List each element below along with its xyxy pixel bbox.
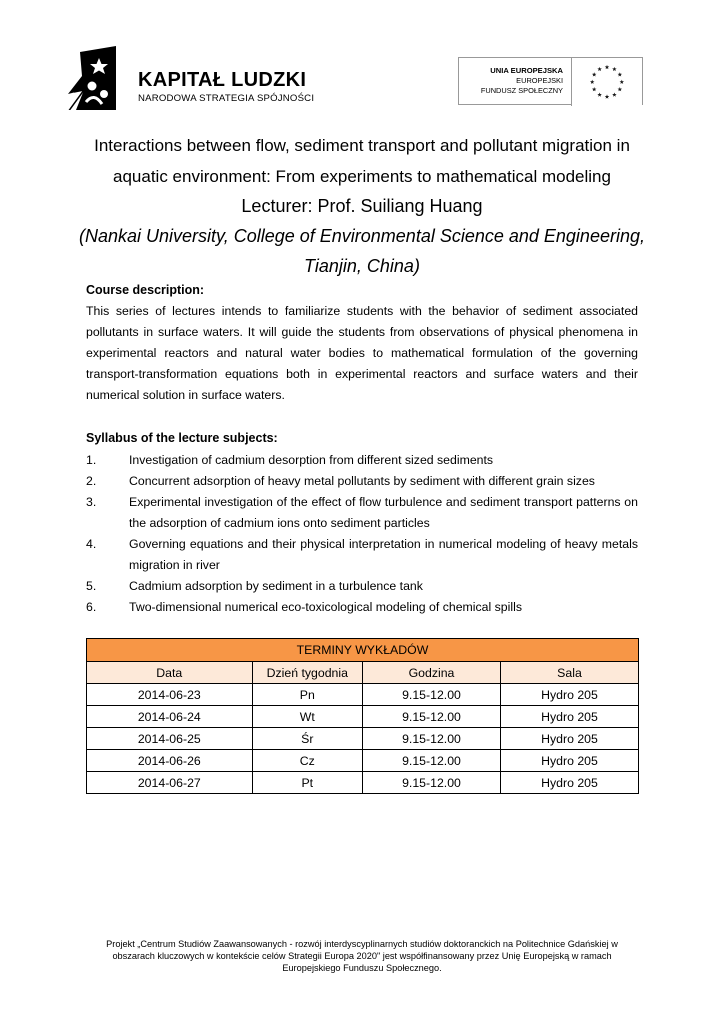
page-footer [70, 938, 654, 974]
cell-room: Hydro 205 [500, 750, 638, 772]
syllabus-item-number: 6. [86, 600, 97, 614]
cell-date: 2014-06-25 [87, 728, 253, 750]
schedule-header-row [87, 662, 639, 684]
cell-weekday: Śr [252, 728, 362, 750]
affiliation-line1: (Nankai University, College of Environmental Science and Engineering, [79, 226, 645, 246]
cell-date: 2014-06-23 [87, 684, 253, 706]
syllabus-item-number: 4. [86, 537, 97, 551]
syllabus-item-number: 1. [86, 453, 97, 467]
table-row [87, 728, 639, 750]
cell-time: 9.15-12.00 [362, 706, 500, 728]
course-description [86, 301, 638, 406]
page-header [0, 40, 724, 120]
affiliation-line2: Tianjin, China) [304, 256, 420, 276]
lecturer: Lecturer: Prof. Suiliang Huang [241, 196, 483, 216]
table-row [87, 706, 639, 728]
schedule-caption-row [87, 639, 639, 662]
cell-date: 2014-06-26 [87, 750, 253, 772]
cell-time: 9.15-12.00 [362, 728, 500, 750]
program-subtitle: NARODOWA STRATEGIA SPÓJNOŚCI [138, 93, 315, 104]
footer-line: Europejskiego Funduszu Społecznego. [282, 963, 442, 973]
kapital-ludzki-logo-icon [66, 46, 122, 110]
cell-room: Hydro 205 [500, 706, 638, 728]
course-description-line: transport-transformation equations both in experimental reactors and surface waters and their [86, 367, 638, 381]
syllabus-item-number: 5. [86, 579, 97, 593]
course-description-line: pollutants in surface waters. It will guide the students from observations of physical phenomena in [86, 325, 638, 339]
schedule-caption: TERMINY WYKŁADÓW [87, 639, 639, 662]
syllabus-item-text: Experimental investigation of the effect of flow turbulence and sediment transport patterns on [129, 495, 638, 509]
syllabus-item-text: Concurrent adsorption of heavy metal pollutants by sediment with different grain sizes [129, 474, 595, 488]
syllabus-item-text: Investigation of cadmium desorption from different sized sediments [129, 453, 494, 467]
cell-date: 2014-06-27 [87, 772, 253, 794]
course-description-line: experimental reactors and natural water bodies to mathematical formulation of the governing [86, 346, 638, 360]
syllabus-heading: Syllabus of the lecture subjects: [86, 431, 278, 445]
course-description-line: numerical solution in surface waters. [86, 388, 285, 402]
cell-time: 9.15-12.00 [362, 684, 500, 706]
lecture-title-line2: aquatic environment: From experiments to mathematical modeling [113, 167, 611, 186]
program-title: KAPITAŁ LUDZKI [138, 69, 307, 91]
column-header-date: Data [87, 662, 253, 684]
syllabus-item-text: the adsorption of cadmium ions onto sediment particles [129, 516, 430, 530]
column-header-weekday: Dzień tygodnia [252, 662, 362, 684]
eu-label [481, 66, 563, 96]
cell-room: Hydro 205 [500, 684, 638, 706]
cell-room: Hydro 205 [500, 728, 638, 750]
syllabus-item [86, 450, 638, 471]
column-header-time: Godzina [362, 662, 500, 684]
syllabus-item-text: Governing equations and their physical interpretation in numerical modeling of heavy metals [129, 537, 638, 551]
course-description-heading: Course description: [86, 283, 205, 297]
schedule-table [86, 638, 639, 794]
syllabus-item-number: 3. [86, 495, 97, 509]
syllabus-item [86, 597, 638, 618]
footer-line: obszarach kluczowych w kontekście celów Strategii Europa 2020" jest współfinansowany przez Unię Europejską w ramach [112, 951, 612, 961]
syllabus-item-text: migration in river [129, 558, 220, 572]
table-row [87, 772, 639, 794]
footer-line: Projekt „Centrum Studiów Zaawansowanych - rozwój interdyscyplinarnych studiów doktoranckich na Politechnice Gdańskiej w [106, 939, 618, 949]
syllabus-item-text: Two-dimensional numerical eco-toxicological modeling of chemical spills [129, 600, 522, 614]
syllabus-item [86, 576, 638, 597]
syllabus-item-text: Cadmium adsorption by sediment in a turbulence tank [129, 579, 423, 593]
syllabus-list [86, 450, 638, 618]
syllabus-item [86, 471, 638, 492]
eu-logo [458, 57, 643, 105]
syllabus-item [86, 534, 638, 576]
syllabus-item-number: 2. [86, 474, 97, 488]
cell-time: 9.15-12.00 [362, 750, 500, 772]
cell-weekday: Cz [252, 750, 362, 772]
course-description-line: This series of lectures intends to familiarize students with the behavior of sediment associated [86, 304, 638, 318]
table-row [87, 750, 639, 772]
cell-date: 2014-06-24 [87, 706, 253, 728]
lecture-title-line1: Interactions between flow, sediment transport and pollutant migration in [94, 136, 630, 155]
eu-label-line1: UNIA EUROPEJSKA [490, 66, 563, 75]
syllabus-item [86, 492, 638, 534]
cell-weekday: Wt [252, 706, 362, 728]
cell-weekday: Pt [252, 772, 362, 794]
cell-time: 9.15-12.00 [362, 772, 500, 794]
cell-room: Hydro 205 [500, 772, 638, 794]
table-row [87, 684, 639, 706]
eu-label-line3: FUNDUSZ SPOŁECZNY [480, 86, 563, 95]
column-header-room: Sala [500, 662, 638, 684]
eu-label-line2: EUROPEJSKI [516, 76, 563, 85]
eu-flag-icon [571, 58, 642, 106]
cell-weekday: Pn [252, 684, 362, 706]
